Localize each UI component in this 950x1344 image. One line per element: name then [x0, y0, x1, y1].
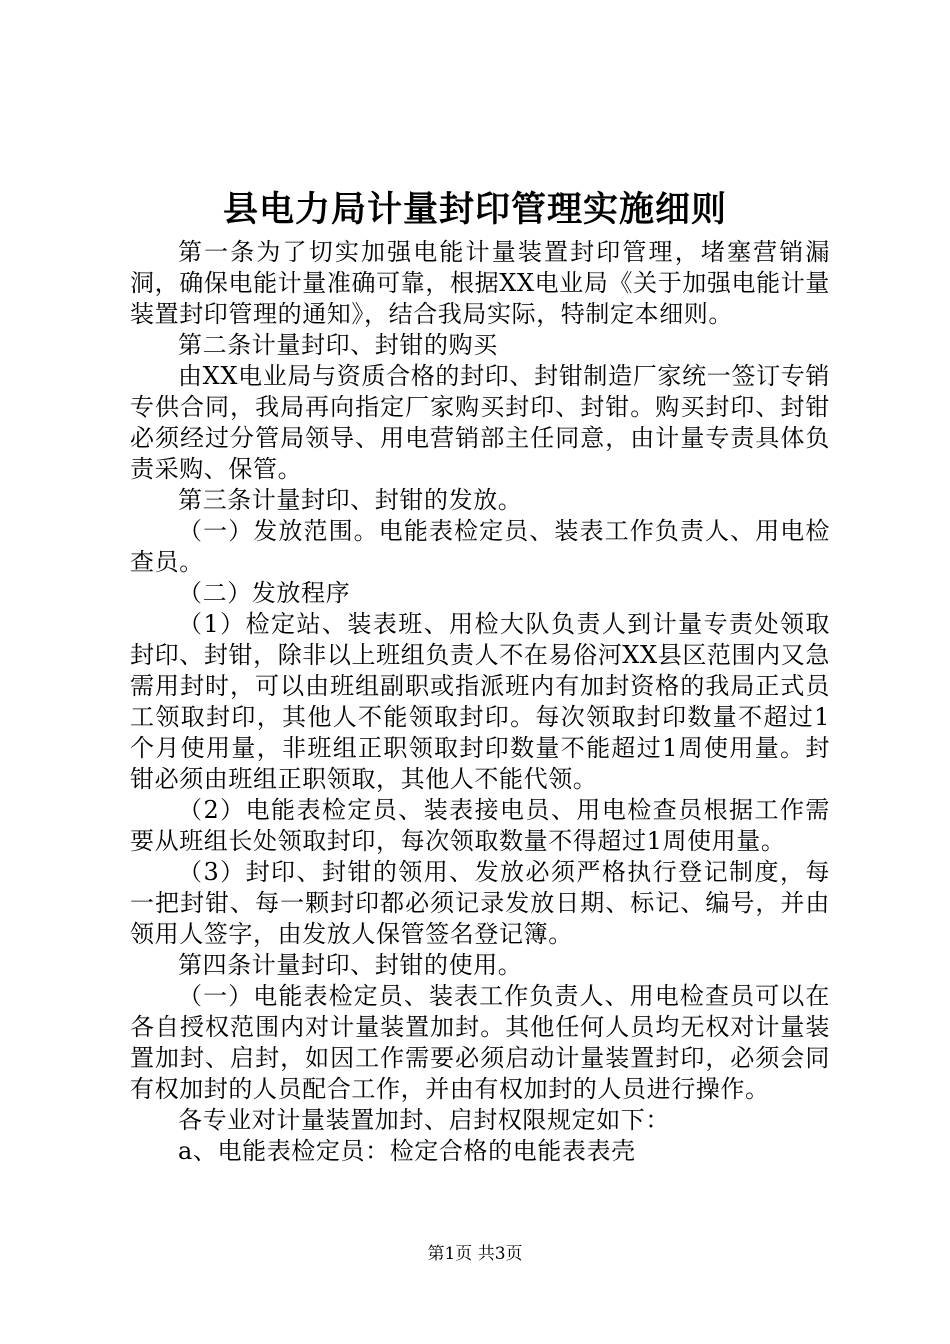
paragraph-permission-a: a、电能表检定员：检定合格的电能表表壳	[178, 1137, 636, 1165]
paragraph-distribution-procedure-heading: （二）发放程序	[178, 579, 351, 607]
paragraph-article-2-heading: 第二条计量封印、封钳的购买	[178, 331, 498, 359]
paragraph-distribution-scope: （一）发放范围。电能表检定员、装表工作负责人、用电检查员。	[130, 517, 830, 576]
paragraph-article-4-heading: 第四条计量封印、封钳的使用。	[178, 951, 523, 979]
paragraph-article-2-body: 由XX电业局与资质合格的封印、封钳制造厂家统一签订专销专供合同，我局再向指定厂家购买封印、封钳。购买封印、封钳必须经过分管局领导、用电营销部主任同意，由计量专责具体负责采购、保管。	[130, 362, 830, 483]
paragraph-procedure-item-1: （1）检定站、装表班、用检大队负责人到计量专责处领取封印、封钳，除非以上班组负责人不在易俗河XX县区范围内又急需用封时，可以由班组副职或指派班内有加封资格的我局正式员工领取封印，其他人不能领取封印。每次领取封印数量不超过1个月使用量，非班组正职领取封印数量不能超过1周使用量。封钳必须由班组正职领取，其他人不能代领。	[130, 610, 830, 793]
paragraph-procedure-item-2: （2）电能表检定员、装表接电员、用电检查员根据工作需要从班组长处领取封印，每次领取数量不得超过1周使用量。	[130, 796, 830, 855]
document-title: 县电力局计量封印管理实施细则	[222, 189, 727, 230]
paragraph-procedure-item-3: （3）封印、封钳的领用、发放必须严格执行登记制度，每一把封钳、每一颗封印都必须记录发放日期、标记、编号，并由领用人签字，由发放人保管签名登记簿。	[130, 858, 830, 948]
paragraph-usage-item-1: （一）电能表检定员、装表工作负责人、用电检查员可以在各自授权范围内对计量装置加封。其他任何人员均无权对计量装置加封、启封，如因工作需要必须启动计量装置封印，必须会同有权加封的人员配合工作，并由有权加封的人员进行操作。	[130, 982, 830, 1103]
document-body	[130, 237, 830, 1167]
paragraph-article-1: 第一条为了切实加强电能计量装置封印管理，堵塞营销漏洞，确保电能计量准确可靠，根据XX电业局《关于加强电能计量装置封印管理的通知》，结合我局实际，特制定本细则。	[130, 238, 830, 328]
paragraph-article-3-heading: 第三条计量封印、封钳的发放。	[178, 486, 523, 514]
page-footer: 第1页 共3页	[427, 1244, 523, 1264]
paragraph-permissions-intro: 各专业对计量装置加封、启封权限规定如下：	[178, 1106, 670, 1134]
